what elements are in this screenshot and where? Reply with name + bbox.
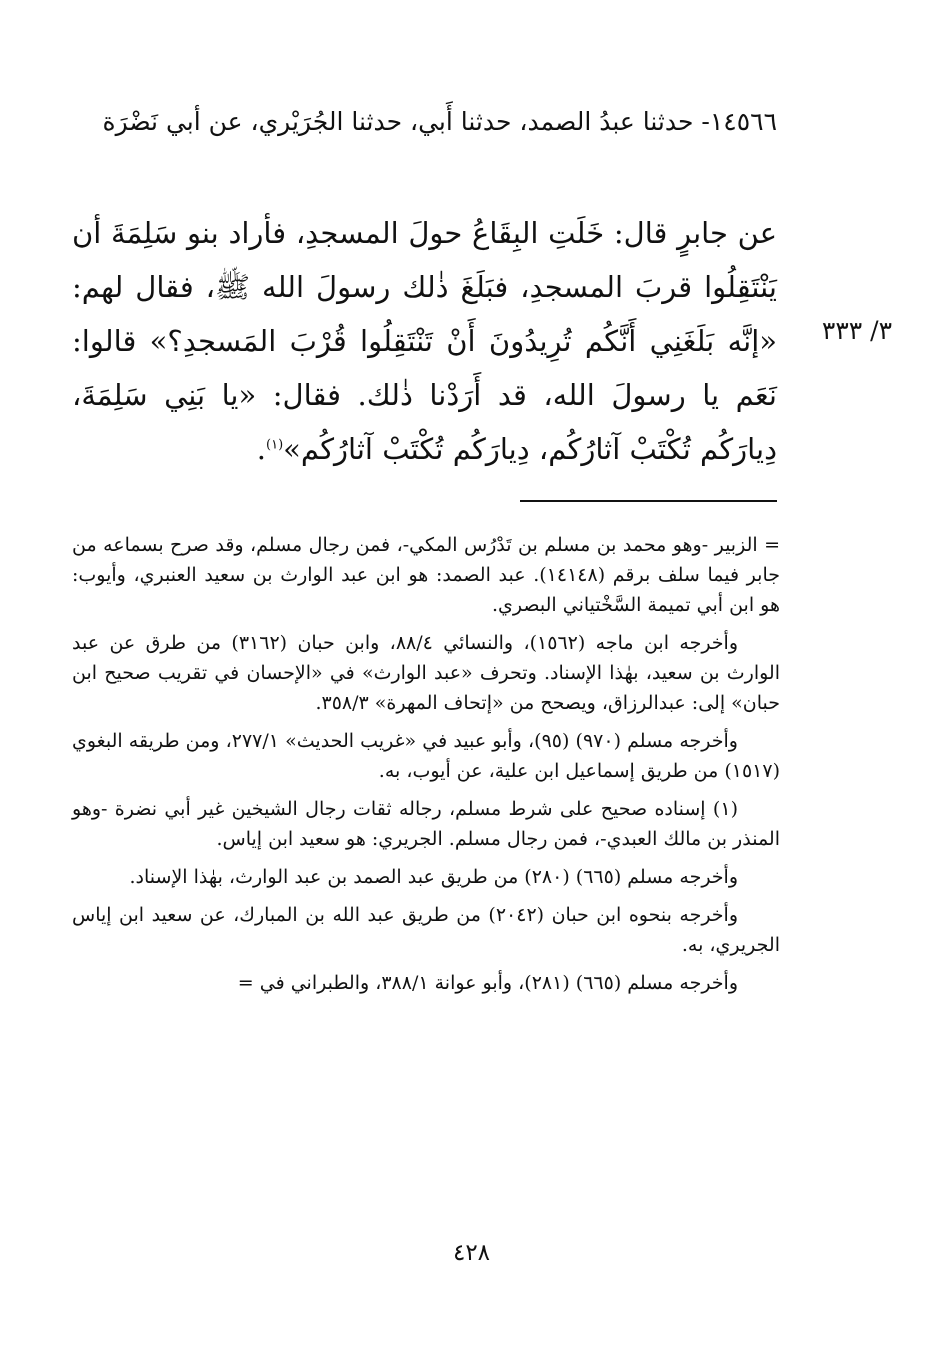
footnote-paragraph: وأخرجه مسلم (٦٦٥) (٢٨٠) من طريق عبد الصمد بن عبد الوارث، بهٰذا الإسناد. [129,866,738,888]
hadith-isnad: ١٤٥٦٦- حدثنا عبدُ الصمد، حدثنا أَبي، حدثنا الجُرَيْري، عن أبي نَضْرَة [102,107,777,136]
page-number: ٤٢٨ [452,1240,491,1266]
footnote-separator [520,500,777,502]
footnote-marker: (١) [266,437,284,453]
footnote-paragraph: وأخرجه ابن ماجه (١٥٦٢)، والنسائي ٨٨/٤، وابن حبان (٣١٦٢) من طرق عن عبد الوارث بن سعيد، بهٰذا الإسناد. وتحرف «عبد الوارث» في «الإحسان في تقريب صحيح ابن حبان» إلى: عبدالرزاق، ويصحح من «إتحاف المهرة» ٣٥٨/٣. [72,632,780,714]
margin-volume-page-reference: ٣/ ٣٣٣ [821,316,892,345]
hadith-text: عن جابرٍ قال: خَلَتِ البِقَاعُ حولَ المسجدِ، فأراد بنو سَلِمَةَ أن يَنْتَقِلُوا قربَ المسجدِ، فبَلَغَ ذٰلك رسولَ الله ﷺ، فقال لهم: «إنَّه بَلَغَنِي أَنَّكُم تُرِيدُونَ أَنْ تَنْتَقِلُوا قُرْبَ المَسجدِ؟» قالوا: نَعَم يا رسولَ الله، قد أَرَدْنا ذٰلك. فقال: «يا بَنِي سَلِمَةَ، دِيارَكُم تُكْتَبْ آثارُكُم، دِيارَكُم تُكْتَبْ آثارُكُم» [72,216,777,466]
footnote-paragraph: وأخرجه بنحوه ابن حبان (٢٠٤٢) من طريق عبد الله بن المبارك، عن سعيد ابن إياس الجريري، به. [72,904,780,956]
footnotes [72,530,780,1006]
footnote-paragraph: وأخرجه مسلم (٦٦٥) (٢٨١)، وأبو عوانة ٣٨٨/١، والطبراني في = [237,972,738,994]
footnote-paragraph: وأخرجه مسلم (٩٧٠) (٩٥)، وأبو عبيد في «غريب الحديث» ٢٧٧/١، ومن طريقه البغوي (١٥١٧) من طريق إسماعيل ابن علية، عن أيوب، به. [72,730,780,782]
hadith-matn [72,206,777,476]
hadith-end-mark: . [256,432,267,466]
footnote-one: (١) إسناده صحيح على شرط مسلم، رجاله ثقات رجال الشيخين غير أبي نضرة -وهو المنذر بن مالك العبدي-، فمن رجال مسلم. الجريري: هو سعيد ابن إياس. [72,798,780,850]
footnote-continuation: = الزبير -وهو محمد بن مسلم بن تَدْرُس المكي-، فمن رجال مسلم، وقد صرح بسماعه من جابر فيما سلف برقم (١٤١٤٨). عبد الصمد: هو ابن عبد الوارث بن سعيد العنبري، وأيوب: هو ابن أبي تميمة السَّخْتياني البصري. [72,534,780,616]
